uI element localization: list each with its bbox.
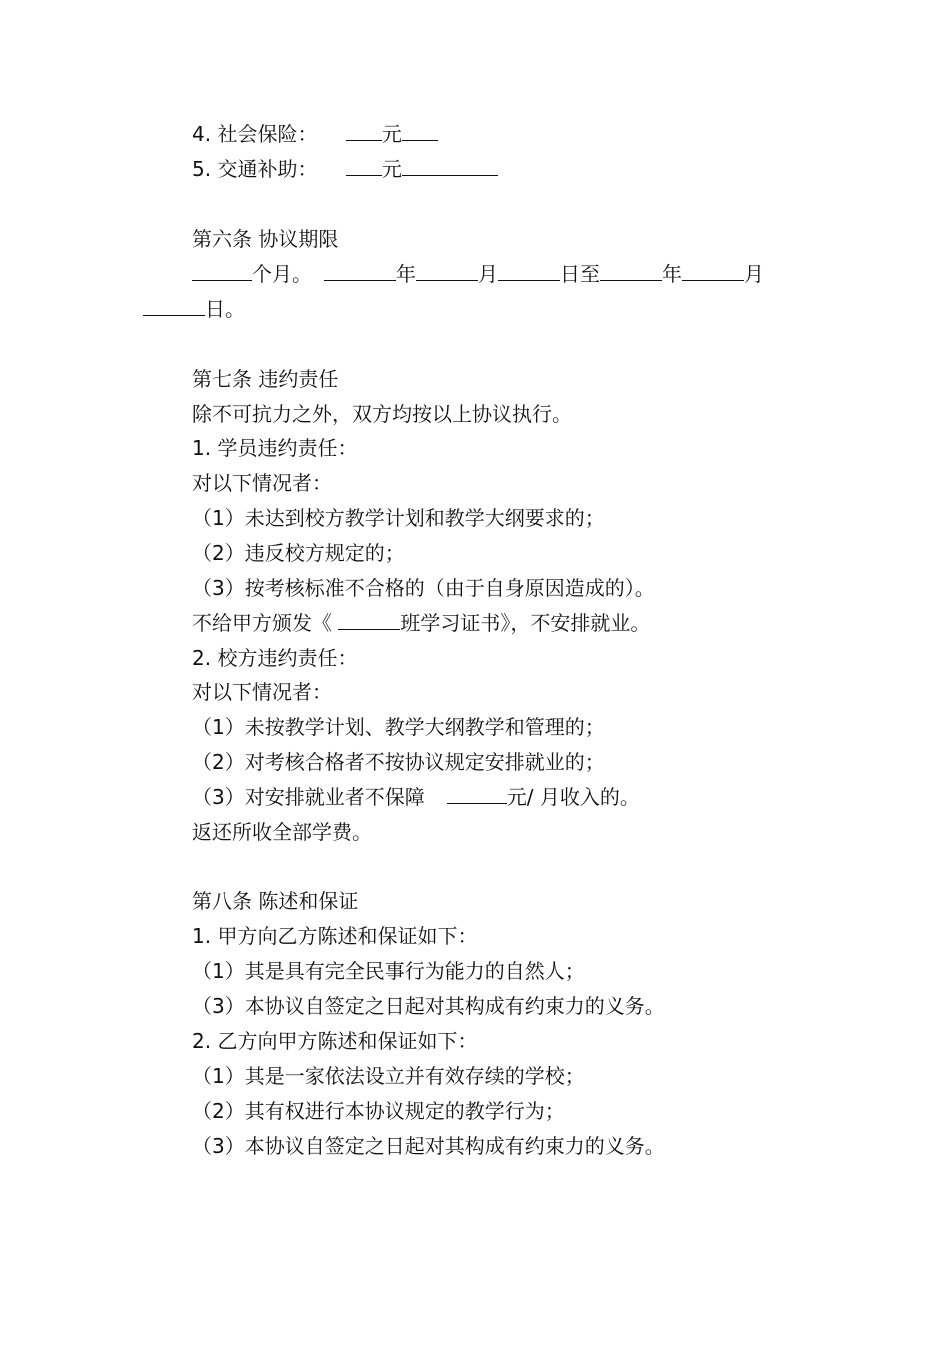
party-a-title: 1. 甲方向乙方陈述和保证如下： [192, 924, 478, 948]
income-text-pre: （3）对安排就业者不保障 [192, 785, 425, 809]
term-line [192, 262, 764, 286]
clause6-heading: 第六条 协议期限 [192, 227, 339, 251]
insurance-blank-2 [402, 122, 438, 141]
certificate-text-pre: 不给甲方颁发《 [192, 611, 339, 635]
insurance-unit: 元 [381, 122, 402, 146]
party-b-item: （2）其有权进行本协议规定的教学行为； [192, 1099, 565, 1123]
party-b-item: （1）其是一家依法设立并有效存续的学校； [192, 1064, 585, 1088]
student-breach-title: 1. 学员违约责任： [192, 436, 358, 460]
transport-line [192, 157, 498, 181]
school-breach-item: （1）未按教学计划、教学大纲教学和管理的； [192, 715, 605, 739]
term-months-text: 个月。 [252, 262, 312, 286]
transport-label: 5. 交通补助： [192, 157, 318, 181]
income-amount-blank [447, 785, 507, 804]
term-months-blank [192, 262, 252, 281]
clause7-intro: 除不可抗力之外，双方均按以上协议执行。 [192, 402, 572, 426]
transport-blank-2 [402, 157, 498, 176]
school-breach-cond: 对以下情况者： [192, 680, 332, 704]
student-breach-result [192, 611, 650, 635]
transport-blank-1 [346, 157, 382, 176]
student-breach-cond: 对以下情况者： [192, 471, 332, 495]
start-month-text: 月 [478, 262, 498, 286]
clause7-heading: 第七条 违约责任 [192, 367, 339, 391]
start-day-blank [498, 262, 560, 281]
clause8-heading: 第八条 陈述和保证 [192, 889, 359, 913]
start-year-text: 年 [396, 262, 416, 286]
insurance-label: 4. 社会保险： [192, 122, 318, 146]
party-a-item: （1）其是具有完全民事行为能力的自然人； [192, 959, 585, 983]
school-breach-result: 返还所收全部学费。 [192, 820, 372, 844]
party-b-title: 2. 乙方向甲方陈述和保证如下： [192, 1029, 478, 1053]
start-month-blank [416, 262, 478, 281]
day-to-text: 日至 [560, 262, 600, 286]
student-breach-item: （3）按考核标准不合格的（由于自身原因造成的）。 [192, 576, 655, 600]
school-breach-title: 2. 校方违约责任： [192, 646, 358, 670]
end-month-text: 月 [744, 262, 764, 286]
term-line-2 [143, 297, 245, 321]
end-year-blank [600, 262, 662, 281]
school-breach-item: （2）对考核合格者不按协议规定安排就业的； [192, 750, 605, 774]
transport-unit: 元 [381, 157, 402, 181]
end-day-blank [143, 297, 205, 316]
end-month-blank [682, 262, 744, 281]
certificate-text-post: 班学习证书》，不安排就业。 [400, 611, 651, 635]
start-year-blank [324, 262, 396, 281]
student-breach-item: （2）违反校方规定的； [192, 541, 405, 565]
school-breach-item-3 [192, 785, 640, 809]
party-b-item: （3）本协议自签定之日起对其构成有约束力的义务。 [192, 1134, 665, 1158]
end-year-text: 年 [662, 262, 682, 286]
income-text-post: 元/ 月收入的。 [506, 785, 640, 809]
student-breach-item: （1）未达到校方教学计划和教学大纲要求的； [192, 506, 605, 530]
certificate-class-blank [338, 611, 400, 630]
end-day-text: 日。 [205, 297, 245, 321]
insurance-blank-1 [346, 122, 382, 141]
insurance-line [192, 122, 438, 146]
party-a-item: （3）本协议自签定之日起对其构成有约束力的义务。 [192, 994, 665, 1018]
